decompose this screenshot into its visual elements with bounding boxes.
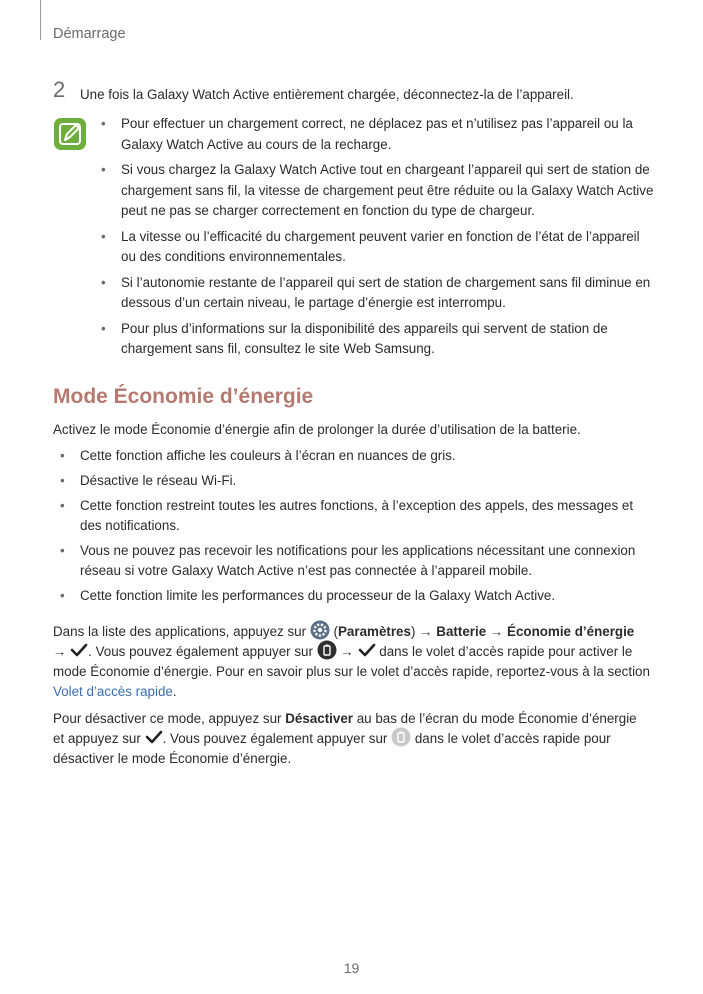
list-item: • La vitesse ou l’efficacité du chargement peuvent varier en fonction de l’état de l’appareil ou des conditions environnementales. [101,228,640,264]
list-item: • Désactive le réseau Wi-Fi. [60,473,237,488]
step-text: Une fois la Galaxy Watch Active entièrement chargée, déconnectez-la de l’appareil. [80,87,574,102]
power-saving-disabled-icon [391,727,411,747]
list-item: • Cette fonction restreint toutes les autres fonctions, à l’exception des appels, des messages et des notifications. [60,498,634,533]
list-item: • Pour effectuer un chargement correct, ne déplacez pas et n’utilisez pas l’appareil ou la Galaxy Watch Active au cours de la recharge. [101,116,633,152]
power-saving-icon [317,640,337,660]
feature-bullet-list [60,446,655,611]
list-item: • Vous ne pouvez pas recevoir les notifications pour les applications nécessitant une connexion réseau si votre Galaxy Watch Active n’est pas connectée à l’appareil mobile. [60,543,636,578]
header-rule [40,0,41,40]
list-item: • Cette fonction affiche les couleurs à l’écran en nuances de gris. [60,448,456,463]
activation-instructions: Dans la liste des applications, appuyez sur (Paramètres) → Batterie → Économie d’énergie → . Vous pouvez également appuyer sur → dans le volet d’accès rapide pour activer le mode Économie d’énergie. Pour en savoir plus sur le volet d’accès rapide, reportez-vous à la section Volet d’accès rapide. [53,622,653,702]
section-header: Démarrage [53,26,126,42]
checkmark-icon [70,642,88,658]
list-item: • Si vous chargez la Galaxy Watch Active tout en chargeant l’appareil qui sert de station de chargement sans fil, la vitesse de chargement peut être réduite ou la Galaxy Watch Active peut ne pas se charger correctement en fonction du type de chargeur. [101,162,654,218]
note-bullet-list [101,114,654,365]
list-item: • Pour plus d’informations sur la disponibilité des appareils qui servent de station de chargement sans fil, consultez le site Web Samsung. [101,320,608,356]
deactivation-instructions: Pour désactiver ce mode, appuyez sur Désactiver au bas de l’écran du mode Économie d’énergie et appuyez sur . Vous pouvez également appuyer sur dans le volet d’accès rapide pour désactiver le mode Économie d’énergie. [53,711,637,766]
settings-gear-icon [310,620,330,640]
note-pencil-icon [53,117,87,151]
checkmark-icon [145,729,163,745]
page-number: 19 [343,960,360,976]
list-item: • Cette fonction limite les performances du processeur de la Galaxy Watch Active. [60,588,556,603]
list-item: • Si l’autonomie restante de l’appareil qui sert de station de chargement sans fil diminue en dessous d’un certain niveau, le partage d’énergie est interrompu. [101,274,651,310]
checkmark-icon [358,642,376,658]
step-number: 2 [53,77,66,102]
section-title: Mode Économie d’énergie [53,385,314,408]
section-intro: Activez le mode Économie d’énergie afin de prolonger la durée d’utilisation de la batterie. [53,422,581,437]
quick-panel-link[interactable]: Volet d’accès rapide [53,684,173,699]
